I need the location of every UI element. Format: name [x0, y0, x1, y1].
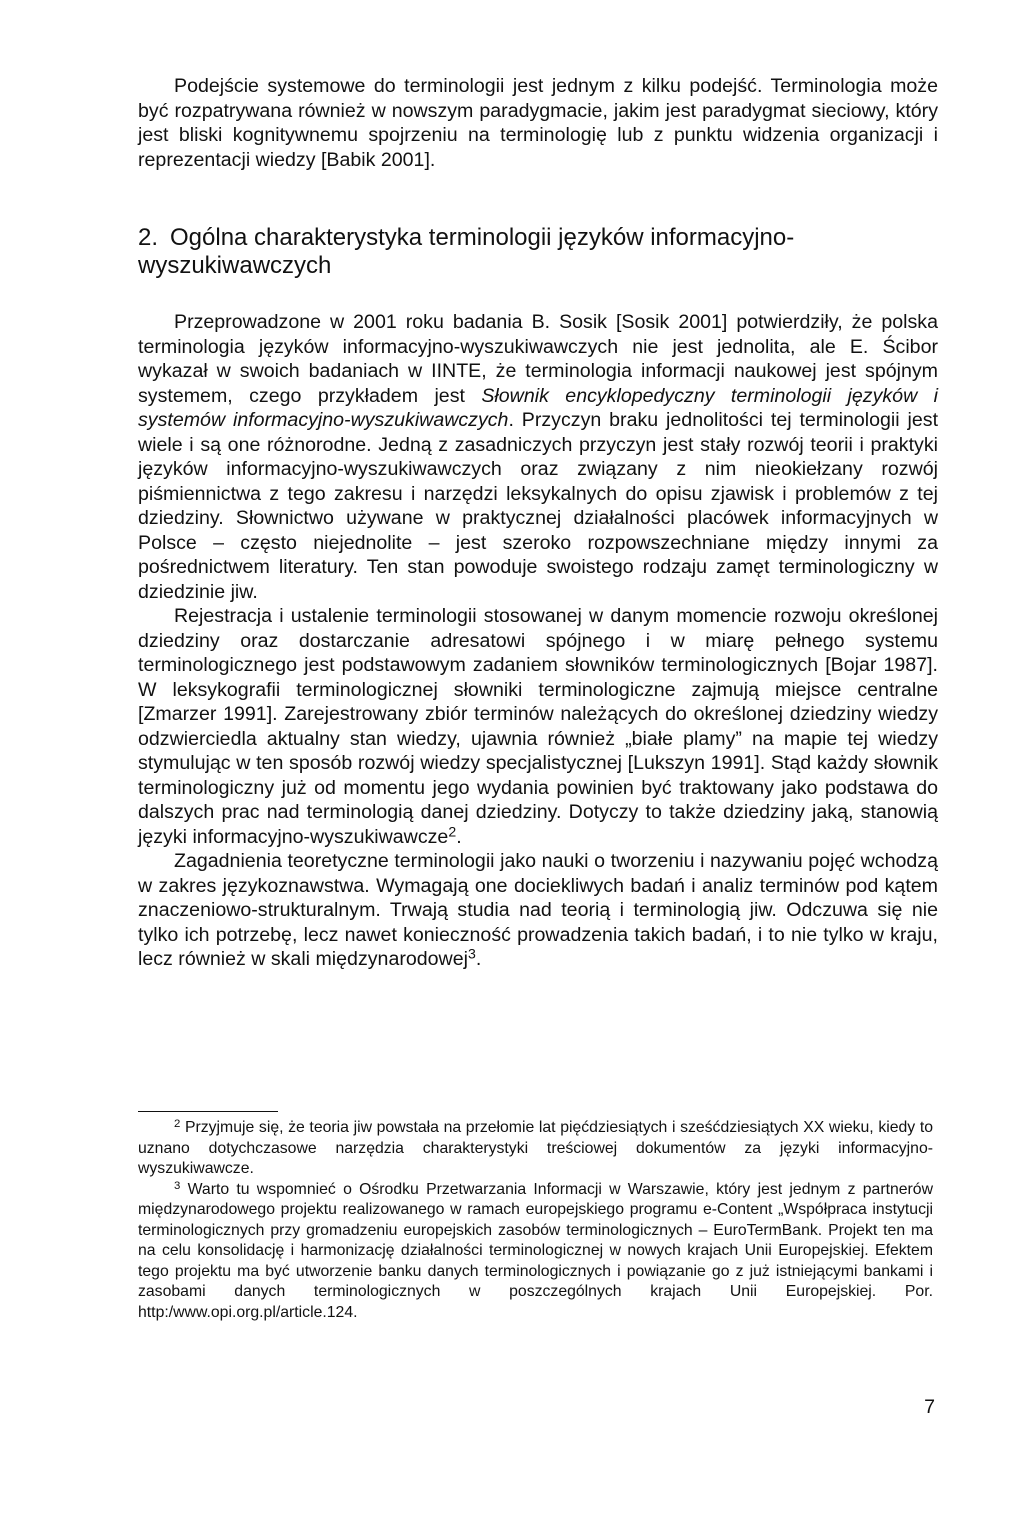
footnotes	[138, 1118, 933, 1323]
paragraph-1	[138, 310, 938, 604]
intro-paragraph	[138, 74, 938, 172]
footnote-ref-3[interactable]: 3	[467, 945, 476, 962]
paragraph-2-end: .	[456, 825, 462, 848]
paragraph-2-text: Rejestracja i ustalenie terminologii stosowanej w danym momencie rozwoju określonej dziedziny oraz dostarczanie adresatowi spójnego i w miarę pełnego systemu terminologicznego jest podstawowym zadaniem słowników terminologicznych [Bojar 1987]. W leksykografii terminologicznej słowniki terminologiczne zajmują miejsce centralne [Zmarzer 1991]. Zarejestrowany zbiór terminów należących do określonej dziedziny wiedzy odzwierciedla aktualny stan wiedzy, ujawnia również „białe plamy” na mapie tej wiedzy stymulując w ten sposób rozwój wiedzy specjalistycznej [Lukszyn 1991]. Stąd każdy słownik terminologiczny już od momentu jego wydania powinien być traktowany jako podstawa do dalszych prac nad terminologią danej dziedziny. Dotyczy to także dziedziny jaką, stanowią języki informacyjno-wyszukiwawcze	[138, 605, 938, 848]
footnote-2	[138, 1118, 933, 1180]
section-heading	[138, 224, 938, 279]
paragraph-2	[138, 604, 938, 849]
footnote-3-text: Warto tu wspomnieć o Ośrodku Przetwarzania Informacji w Warszawie, który jest jednym z partnerów międzynarodowego projektu realizowanego w ramach europejskiego programu e-Content „Współpraca instytucji terminologicznych przy gromadzeniu europejskich zasobów terminologicznych – EuroTermBank. Projekt ten ma na celu konsolidację i harmonizację działalności terminologicznej w nowych krajach Unii Europejskiej. Efektem tego projektu ma być utworzenie banku danych terminologicznych i powiązanie go z już istniejącymi bankami i zasobami danych terminologicznych w poszczególnych krajach Unii Europejskiej. Por. http:/www.opi.org.pl/article.124.	[138, 1180, 933, 1321]
section-title: Ogólna charakterystyka terminologii języków informacyjno-wyszukiwawczych	[138, 224, 795, 279]
section-body	[138, 310, 938, 972]
footnote-marker-3: 3	[174, 1179, 181, 1192]
footnote-marker-2: 2	[174, 1117, 181, 1130]
page-number: 7	[924, 1396, 935, 1418]
paragraph-3-end: .	[475, 948, 482, 970]
section-number: 2.	[138, 224, 159, 251]
paragraph-1-text-a: Przeprowadzone w 2001 roku badania B. Sosik [Sosik 2001] potwierdziły, że polska terminologia języków informacyjno-wyszukiwawczych nie jest jednolita, ale E. Ścibor wykazał w swoich badaniach w IINTE, że terminologia informacji naukowej jest spójnym systemem, czego przykładem jest	[138, 311, 938, 407]
paragraph-3-text: Zagadnienia teoretyczne terminologii jako nauki o tworzeniu i nazywaniu pojęć wchodzą w zakres językoznawstwa. Wymagają one dociekliwych badań i analiz terminów pod kątem znaczeniowo-strukturalnym. Trwają studia nad teorią i terminologią jiw. Odczuwa się nie tylko ich potrzebę, lecz nawet konieczność prowadzenia takich badań, i to nie tylko w kraju, lecz również w skali międzynarodowej	[138, 850, 938, 970]
footnote-3	[138, 1180, 933, 1324]
paragraph-1-text-b: . Przyczyn braku jednolitości tej terminologii jest wiele i są one różnorodne. Jedną z zasadniczych przyczyn jest stały rozwój teorii i praktyki języków informacyjno-wyszukiwawczych oraz związany z nim nieokiełzany rozwój piśmiennictwa z tego zakresu i narzędzi leksykalnych do opisu zjawisk i problemów z tej dziedziny. Słownictwo używane w praktycznej działalności placówek informacyjnych w Polsce – często niejednolite – jest szeroko rozpowszechniane między innymi za pośrednictwem literatury. Ten stan powoduje swoistego rodzaju zamęt terminologiczny w dziedzinie jiw.	[138, 409, 939, 603]
footnote-divider	[138, 1111, 278, 1112]
dictionary-title: Słownik encyklopedyczny terminologii języków i systemów informacyjno-wyszukiwawczych	[138, 384, 938, 431]
footnote-ref-2[interactable]: 2	[448, 823, 457, 840]
footnote-2-text: Przyjmuje się, że teoria jiw powstała na przełomie lat pięćdziesiątych i sześćdziesiątych XX wieku, kiedy to uznano dotychczasowe narzędzia charakterystyki treściowej dokumentów za języki informacyjno-wyszukiwawcze.	[138, 1119, 933, 1177]
intro-text: Podejście systemowe do terminologii jest jednym z kilku podejść. Terminologia może być rozpatrywana również w nowszym paradygmacie, jakim jest paradygmat sieciowy, który jest bliski kognitywnemu spojrzeniu na terminologię lub z punktu widzenia organizacji i reprezentacji wiedzy [Babik 2001].	[138, 75, 938, 171]
paragraph-3	[138, 849, 938, 972]
